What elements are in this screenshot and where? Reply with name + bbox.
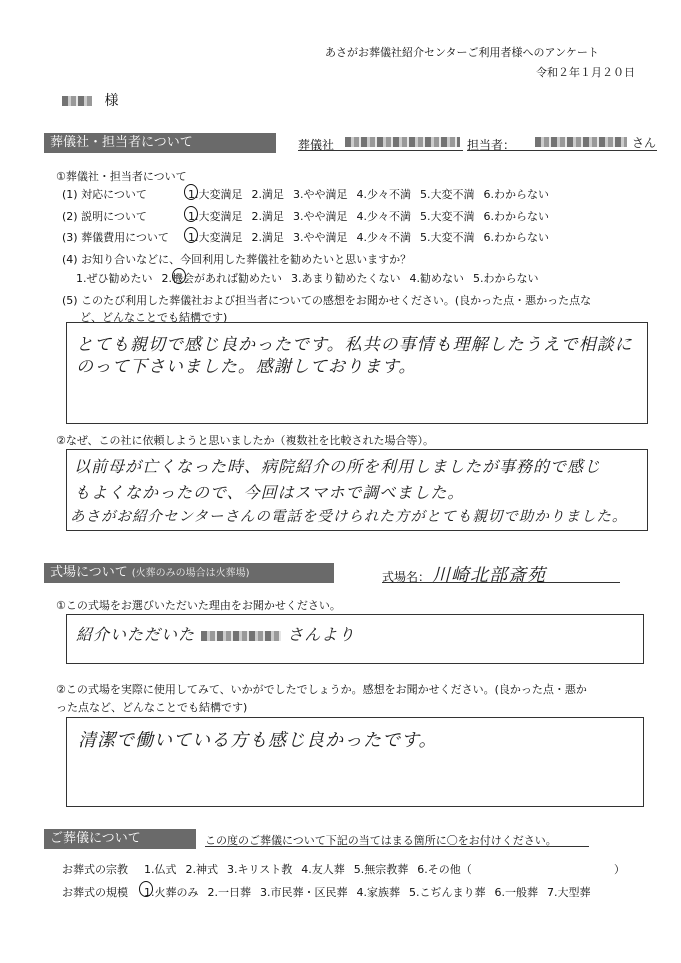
scale-label: お葬式の規模 <box>62 886 128 899</box>
option-citizen-funeral: 3.市民葬・区民葬 <box>260 886 348 899</box>
funeral-instruction: この度のご葬儀について下記の当てはまる箇所に〇をお付けください。 <box>205 834 557 847</box>
option-recommend-if-chance: 2.機会があれば勧めたい <box>161 272 282 285</box>
venue-underline <box>382 582 620 583</box>
question-5-text-line1: (5) このたび利用した葬儀社および担当者についての感想をお聞かせください。(良かった点・悪かった点な <box>62 294 592 307</box>
venue-question-2-line2: った点など、どんなことでも結構です) <box>56 701 248 714</box>
company-underline <box>298 150 463 151</box>
instruction-underline <box>205 846 589 847</box>
handwritten-reason-line1: 以前母が亡くなった時、病院紹介の所を利用しましたが事務的で感じ <box>74 457 602 476</box>
option-very-unsatisfied: 5.大変不満 <box>420 210 475 223</box>
selection-circle <box>139 881 153 897</box>
handwritten-venue-impressions: 清潔で働いている方も感じ良かったです。 <box>78 730 438 751</box>
question-4-text: (4) お知り合いなどに、今回利用した葬儀社を勧めたいと思いますか？ <box>62 253 412 266</box>
option-large-funeral: 7.大型葬 <box>547 886 591 899</box>
redacted-name <box>62 96 92 106</box>
survey-date: 令和２年１月２０日 <box>536 66 635 79</box>
option-shinto: 2.神式 <box>185 863 218 876</box>
option-somewhat-satisfied: 3.やや満足 <box>293 188 348 201</box>
question-1-title: ①葬儀社・担当者について <box>56 170 187 183</box>
option-definitely-recommend: 1.ぜひ勧めたい <box>76 272 153 285</box>
religion-options <box>144 861 481 877</box>
question-2-text: ②なぜ、この社に依頼しようと思いましたか（複数社を比較された場合等）。 <box>56 434 435 447</box>
option-small-funeral: 5.こぢんまり葬 <box>409 886 486 899</box>
religion-close-paren: ） <box>614 863 625 876</box>
option-friend-funeral: 4.友人葬 <box>301 863 345 876</box>
option-dont-know: 5.わからない <box>473 272 539 285</box>
handwritten-answer-line1: とても親切で感じ良かったです。私共の事情も理解したうえで相談に <box>76 335 633 355</box>
section-heading-venue <box>44 563 334 583</box>
selection-circle <box>184 206 198 222</box>
rating-label-3: (3) 葬儀費用について <box>62 231 169 244</box>
handwritten-answer-line2: のって下さいました。感謝しております。 <box>76 357 417 377</box>
handwritten-reason-line3: あさがお紹介センターさんの電話を受けられた方がとても親切で助かりました。 <box>70 509 628 525</box>
venue-label: 式場名： <box>382 570 431 584</box>
selection-circle <box>172 268 186 284</box>
honorific: 様 <box>104 93 119 109</box>
option-satisfied: 2.満足 <box>251 210 284 223</box>
option-very-satisfied: 1.大変満足 <box>188 231 243 244</box>
option-one-day: 2.一日葬 <box>207 886 251 899</box>
redacted-company <box>201 631 281 641</box>
section-heading-funeral: ご葬儀について <box>44 829 196 849</box>
venue-question-1: ①この式場をお選びいただいた理由をお聞かせください。 <box>56 599 341 612</box>
recommend-options <box>76 270 548 286</box>
option-not-recommend: 4.勧めない <box>409 272 464 285</box>
company-label: 葬儀社 <box>298 138 335 152</box>
handwritten-reason-line2: もよくなかったので、今回はスマホで調べました。 <box>74 483 465 502</box>
option-slightly-unsatisfied: 4.少々不満 <box>356 210 411 223</box>
venue-name: 川崎北部斎苑 <box>432 565 546 586</box>
option-cremation-only: 1.火葬のみ <box>144 886 199 899</box>
venue-reason-prefix: 紹介いただいた <box>76 625 196 644</box>
option-satisfied: 2.満足 <box>251 188 284 201</box>
venue-heading-note: (火葬のみの場合は火葬場) <box>131 568 250 579</box>
religion-label: お葬式の宗教 <box>62 863 128 876</box>
venue-question-2-line1: ②この式場を実際に使用してみて、いかがでしたでしょうか。感想をお聞かせください。(良かった点・悪か <box>56 683 587 696</box>
staff-label: 担当者： <box>467 138 516 152</box>
scale-options <box>144 884 600 900</box>
option-somewhat-satisfied: 3.やや満足 <box>293 210 348 223</box>
staff-underline <box>467 150 657 151</box>
option-very-unsatisfied: 5.大変不満 <box>420 231 475 244</box>
rating-options-2 <box>188 208 558 224</box>
option-christian: 3.キリスト教 <box>227 863 293 876</box>
selection-circle <box>184 184 198 200</box>
option-other: 6.その他（ <box>417 863 472 876</box>
section-heading-funeral-company: 葬儀社・担当者について <box>44 133 276 153</box>
question-5-text-line2: ど、どんなことでも結構です) <box>80 311 228 324</box>
rating-options-3 <box>188 229 558 245</box>
handwritten-venue-reason <box>76 622 355 645</box>
option-general-funeral: 6.一般葬 <box>494 886 538 899</box>
option-somewhat-satisfied: 3.やや満足 <box>293 231 348 244</box>
option-nonreligious: 5.無宗教葬 <box>353 863 409 876</box>
rating-label-1: (1) 対応について <box>62 188 147 201</box>
redacted-company <box>345 137 460 147</box>
option-unknown: 6.わからない <box>483 210 549 223</box>
option-satisfied: 2.満足 <box>251 231 284 244</box>
venue-heading-text: 式場について <box>50 565 128 580</box>
option-family-funeral: 4.家族葬 <box>356 886 400 899</box>
option-very-satisfied: 1.大変満足 <box>188 188 243 201</box>
option-buddhist: 1.仏式 <box>144 863 177 876</box>
option-very-unsatisfied: 5.大変不満 <box>420 188 475 201</box>
option-slightly-unsatisfied: 4.少々不満 <box>356 188 411 201</box>
selection-circle <box>184 227 198 243</box>
venue-reason-suffix: さんより <box>287 625 356 644</box>
option-not-really: 3.あまり勧めたくない <box>291 272 401 285</box>
redacted-staff <box>535 137 627 147</box>
staff-suffix: さん <box>632 136 657 150</box>
rating-options-1 <box>188 186 558 202</box>
option-unknown: 6.わからない <box>483 231 549 244</box>
recipient-name <box>62 90 118 110</box>
rating-label-2: (2) 説明について <box>62 210 147 223</box>
option-very-satisfied: 1.大変満足 <box>188 210 243 223</box>
option-slightly-unsatisfied: 4.少々不満 <box>356 231 411 244</box>
survey-title: あさがお葬儀社紹介センターご利用者様へのアンケート <box>325 46 599 59</box>
option-unknown: 6.わからない <box>483 188 549 201</box>
